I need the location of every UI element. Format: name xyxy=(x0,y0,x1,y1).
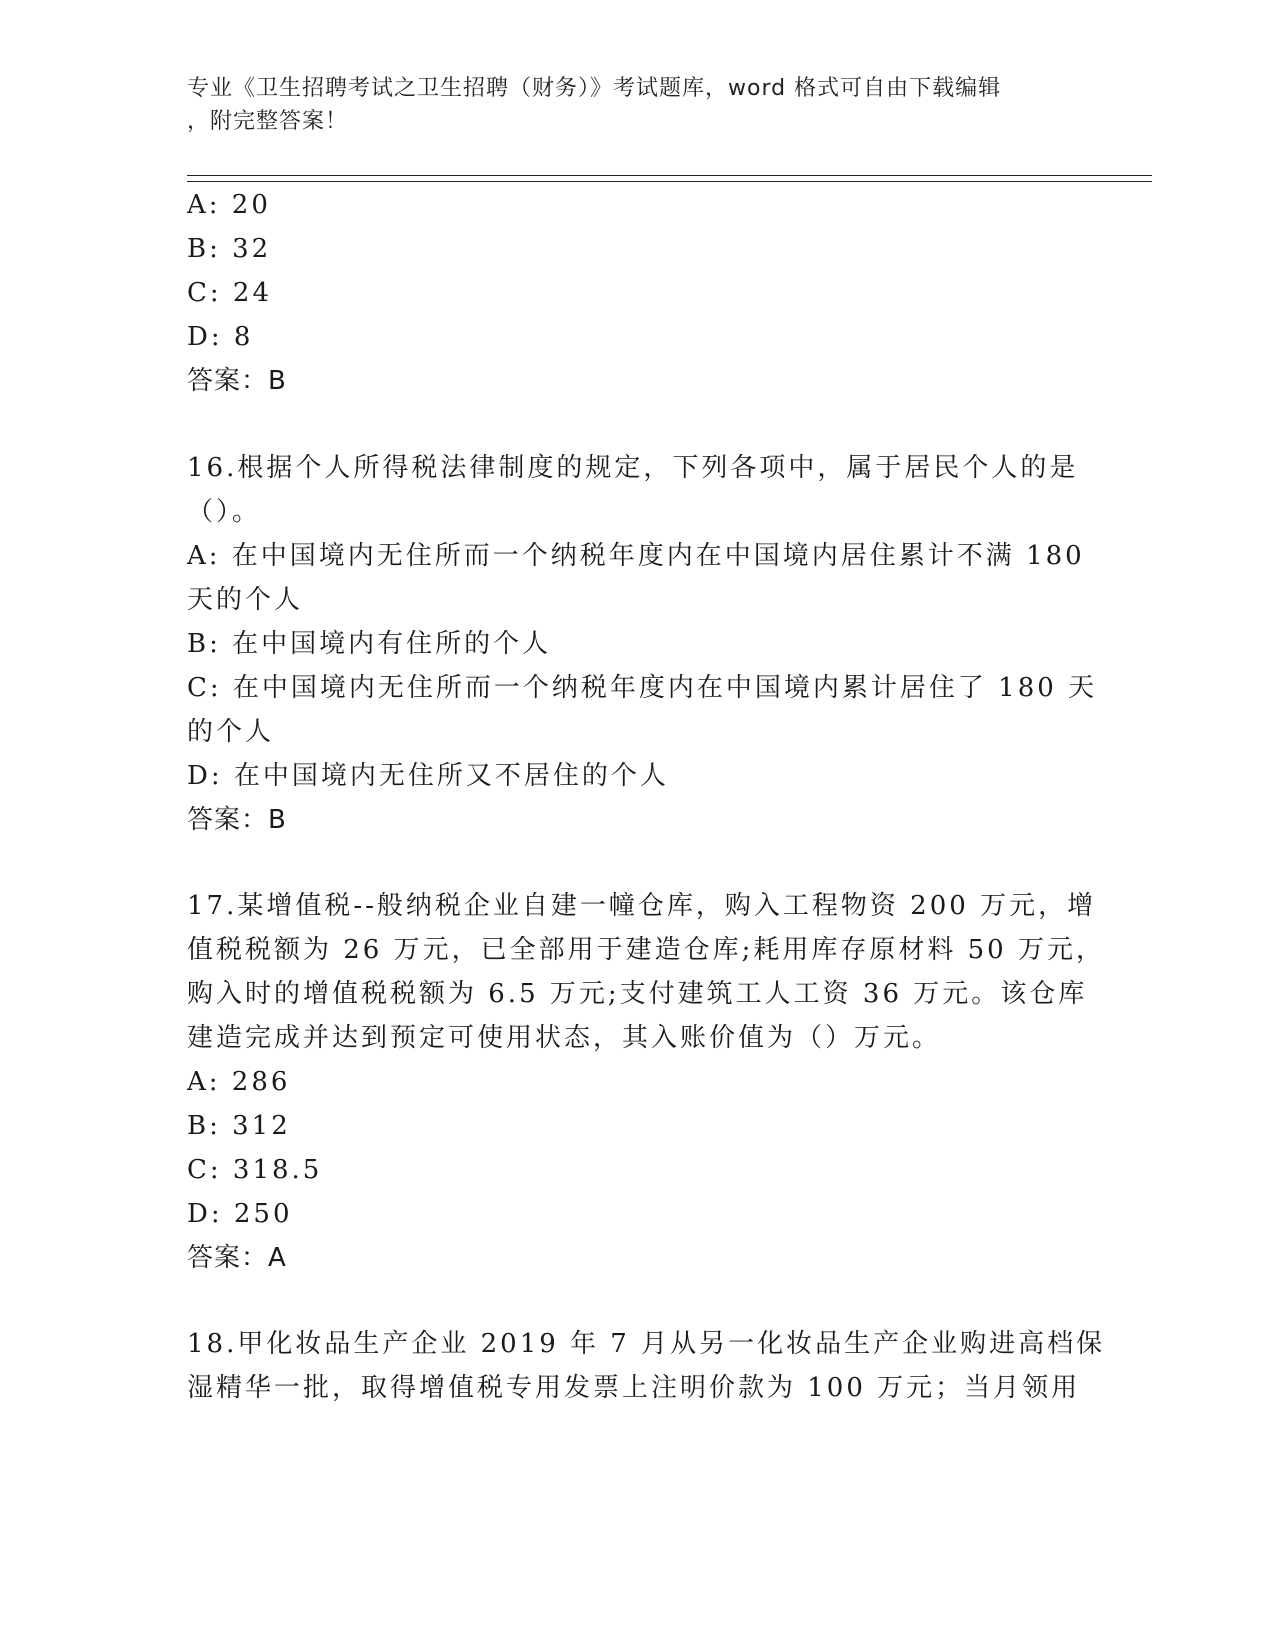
q16-stem-line-2: （）。 xyxy=(187,497,262,527)
q16-answer: 答案：B xyxy=(187,805,287,835)
q16-option-a-line-2: 天的个人 xyxy=(187,585,304,615)
q16-option-b: B: 在中国境内有住所的个人 xyxy=(187,629,552,659)
q18-stem-line-2: 湿精华一批，取得增值税专用发票上注明价款为 100 万元；当月领用 xyxy=(187,1373,1081,1403)
q15-option-c: C: 24 xyxy=(187,278,273,308)
q17-option-c: C: 318.5 xyxy=(187,1155,323,1185)
q17-stem-line-2: 值税税额为 26 万元，已全部用于建造仓库;耗用库存原材料 50 万元， xyxy=(187,935,1105,965)
q17-option-b: B: 312 xyxy=(187,1111,291,1141)
header-rule-top xyxy=(187,175,1152,176)
q17-stem-line-4: 建造完成并达到预定可使用状态，其入账价值为（）万元。 xyxy=(187,1023,942,1053)
header-rule-bottom xyxy=(187,181,1152,182)
q17-option-a: A: 286 xyxy=(187,1067,291,1097)
q15-option-b: B: 32 xyxy=(187,234,272,264)
q16-option-d: D: 在中国境内无住所又不居住的个人 xyxy=(187,761,669,791)
q16-option-c-line-1: C: 在中国境内无住所而一个纳税年度内在中国境内累计居住了 180 天 xyxy=(187,673,1098,703)
q17-answer: 答案：A xyxy=(187,1243,287,1273)
q18-stem-line-1: 18.甲化妆品生产企业 2019 年 7 月从另一化妆品生产企业购进高档保 xyxy=(187,1329,1106,1359)
q15-option-a: A: 20 xyxy=(187,190,271,220)
header-line-1: 专业《卫生招聘考试之卫生招聘（财务）》考试题库，word 格式可自由下载编辑 xyxy=(187,76,1002,101)
q17-stem-line-3: 购入时的增值税税额为 6.5 万元;支付建筑工人工资 36 万元。该仓库 xyxy=(187,979,1088,1009)
q15-answer: 答案：B xyxy=(187,366,287,396)
q17-stem-line-1: 17.某增值税--般纳税企业自建一幢仓库，购入工程物资 200 万元，增 xyxy=(187,891,1097,921)
q15-option-d: D: 8 xyxy=(187,322,254,352)
header-line-2: ，附完整答案！ xyxy=(187,109,349,134)
document-header xyxy=(187,72,1067,138)
q16-option-a-line-1: A: 在中国境内无住所而一个纳税年度内在中国境内居住累计不满 180 xyxy=(187,541,1085,571)
q16-option-c-line-2: 的个人 xyxy=(187,717,275,747)
q17-option-d: D: 250 xyxy=(187,1199,293,1229)
q16-stem-line-1: 16.根据个人所得税法律制度的规定，下列各项中，属于居民个人的是 xyxy=(187,453,1079,483)
